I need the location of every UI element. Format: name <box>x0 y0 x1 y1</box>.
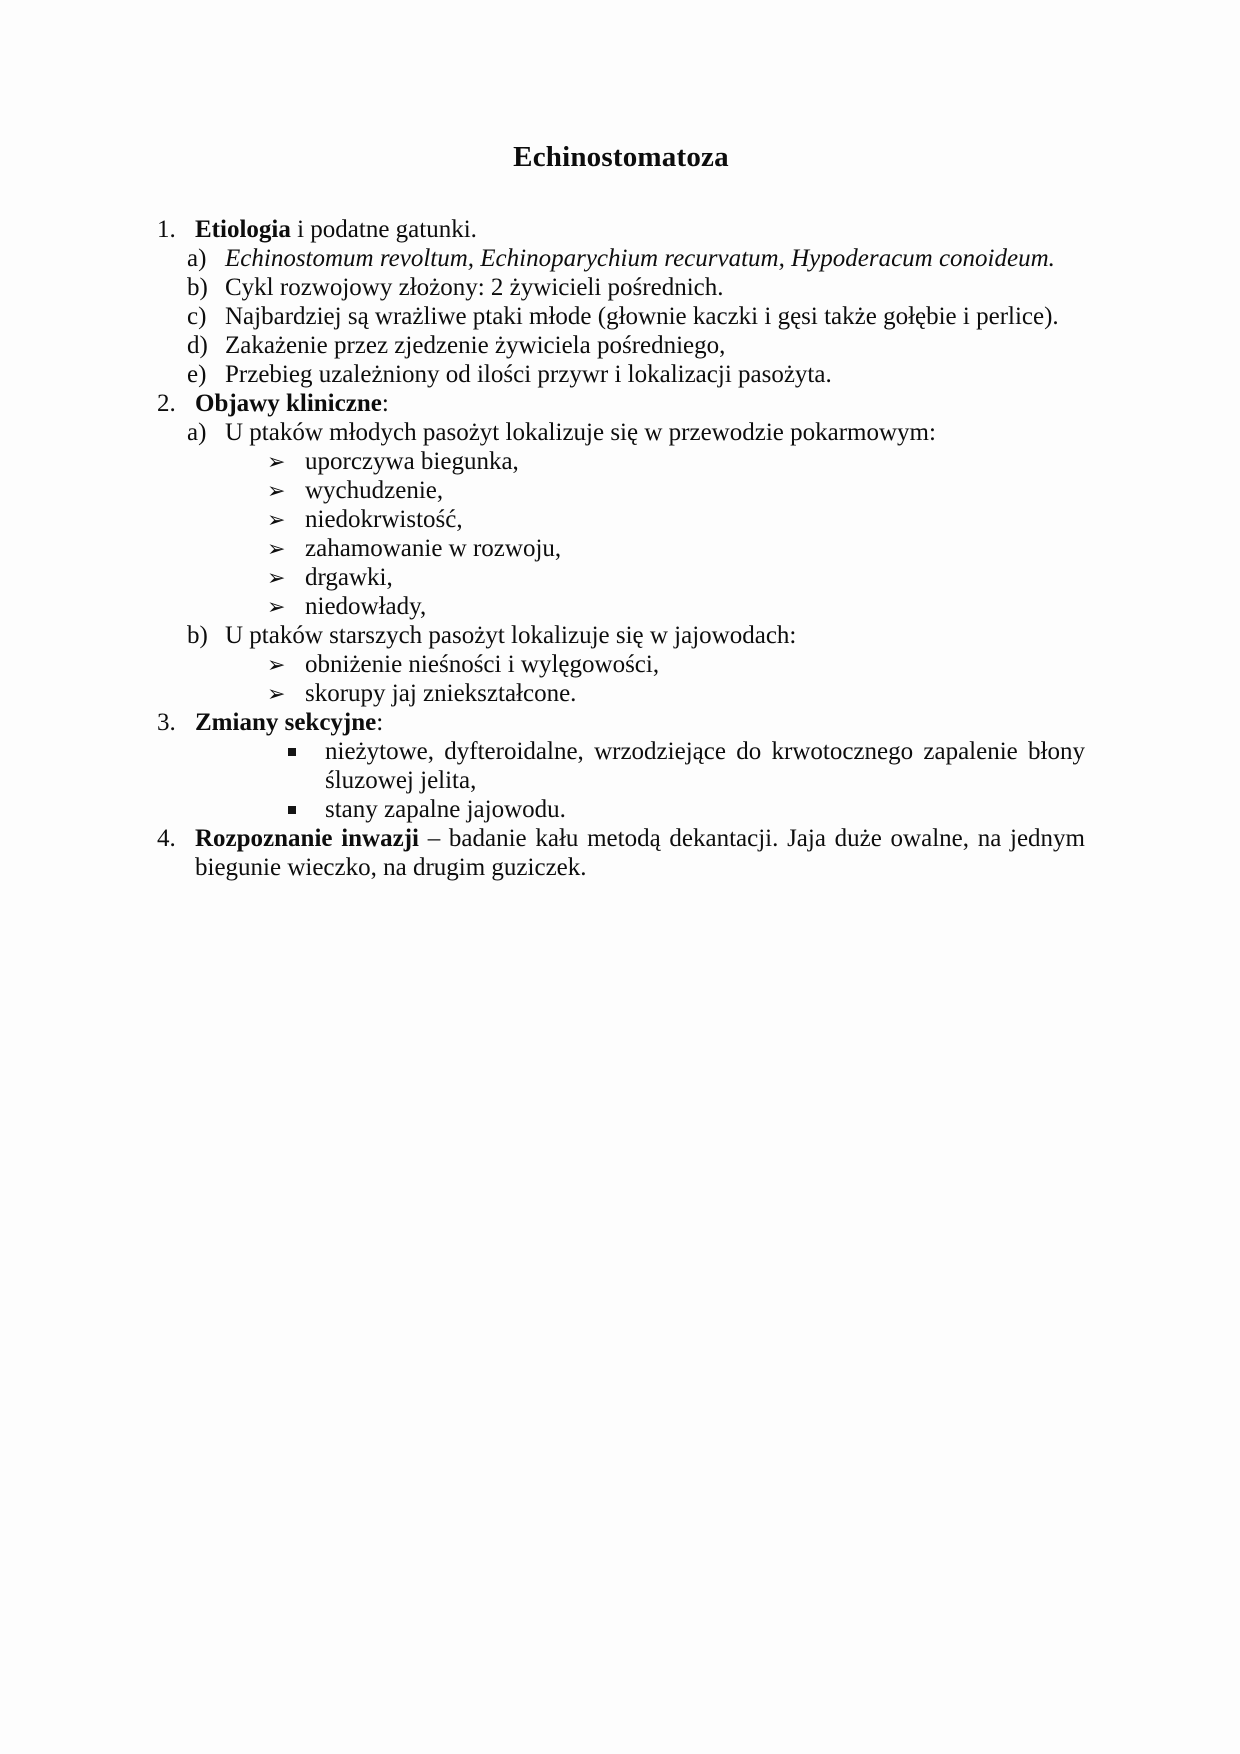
list-item <box>157 621 1085 650</box>
section-3-heading <box>157 708 1085 737</box>
list-letter: a) <box>187 245 207 272</box>
bullet-text: niedowłady, <box>305 593 427 620</box>
bullet-text: skorupy jaj zniekształcone. <box>305 680 577 707</box>
bullet-text: nieżytowe, dyfteroidalne, wrzodziejące do krwotocznego zapalenie błony śluzowej jelita, <box>325 738 1085 794</box>
list-item-text: U ptaków młodych pasożyt lokalizuje się w przewodzie pokarmowym: <box>225 419 936 446</box>
section-heading-bold: Objawy kliniczne <box>195 390 382 417</box>
arrow-bullet-icon: ➢ <box>267 508 286 533</box>
bullet-text: niedokrwistość, <box>305 506 463 533</box>
list-letter: b) <box>187 622 208 649</box>
list-letter: d) <box>187 332 208 359</box>
bullet-item <box>157 534 1085 563</box>
list-item <box>157 331 1085 360</box>
section-heading-bold: Rozpoznanie inwazji <box>195 825 419 852</box>
list-letter: b) <box>187 274 208 301</box>
section-heading-rest: i podatne gatunki. <box>290 216 477 243</box>
section-1-heading <box>157 215 1085 244</box>
arrow-bullet-icon: ➢ <box>267 653 286 678</box>
bullet-text: obniżenie nieśności i wylęgowości, <box>305 651 660 678</box>
section-4-heading <box>157 824 1085 882</box>
section-number: 2. <box>157 390 176 417</box>
section-number: 1. <box>157 216 176 243</box>
arrow-bullet-icon: ➢ <box>267 595 286 620</box>
section-2-heading <box>157 389 1085 418</box>
bullet-item <box>157 795 1085 824</box>
section-heading-rest: – badanie kału metodą dekantacji. Jaja duże owalne, na jednym biegunie wieczko, na drugim guziczek. <box>195 825 1085 881</box>
document-title: Echinostomatoza <box>513 141 729 173</box>
list-item <box>157 360 1085 389</box>
document-body <box>157 215 1085 882</box>
list-item-text: Cykl rozwojowy złożony: 2 żywicieli pośrednich. <box>225 274 724 301</box>
bullet-item <box>157 737 1085 795</box>
bullet-item <box>157 476 1085 505</box>
section-heading-bold: Zmiany sekcyjne <box>195 709 377 736</box>
square-bullet-icon <box>288 806 296 814</box>
bullet-text: stany zapalne jajowodu. <box>325 796 566 823</box>
bullet-item <box>157 563 1085 592</box>
bullet-item <box>157 650 1085 679</box>
square-bullet-icon <box>288 748 296 756</box>
section-number: 4. <box>157 825 176 852</box>
bullet-item <box>157 592 1085 621</box>
bullet-text: uporczywa biegunka, <box>305 448 519 475</box>
list-item <box>157 302 1085 331</box>
section-heading-rest: : <box>376 709 384 736</box>
section-heading-rest: : <box>381 390 389 417</box>
arrow-bullet-icon: ➢ <box>267 537 286 562</box>
list-letter: c) <box>187 303 207 330</box>
bullet-item <box>157 447 1085 476</box>
arrow-bullet-icon: ➢ <box>267 682 286 707</box>
bullet-text: drgawki, <box>305 564 393 591</box>
arrow-bullet-icon: ➢ <box>267 450 286 475</box>
arrow-bullet-icon: ➢ <box>267 479 286 504</box>
list-item <box>157 244 1085 273</box>
list-item <box>157 418 1085 447</box>
bullet-item <box>157 505 1085 534</box>
list-item-text: Przebieg uzależniony od ilości przywr i lokalizacji pasożyta. <box>225 361 832 388</box>
bullet-text: wychudzenie, <box>305 477 444 504</box>
list-item-text: Najbardziej są wrażliwe ptaki młode (głownie kaczki i gęsi także gołębie i perlice). <box>225 303 1059 330</box>
section-heading-bold: Etiologia <box>195 216 291 243</box>
list-item-text: U ptaków starszych pasożyt lokalizuje się w jajowodach: <box>225 622 797 649</box>
arrow-bullet-icon: ➢ <box>267 566 286 591</box>
bullet-text: zahamowanie w rozwoju, <box>305 535 562 562</box>
list-item-text: Zakażenie przez zjedzenie żywiciela pośredniego, <box>225 332 726 359</box>
list-letter: e) <box>187 361 207 388</box>
list-item-text: Echinostomum revoltum, Echinoparychium recurvatum, Hypoderacum conoideum. <box>225 245 1055 272</box>
bullet-item <box>157 679 1085 708</box>
section-number: 3. <box>157 709 176 736</box>
list-item <box>157 273 1085 302</box>
list-letter: a) <box>187 419 207 446</box>
